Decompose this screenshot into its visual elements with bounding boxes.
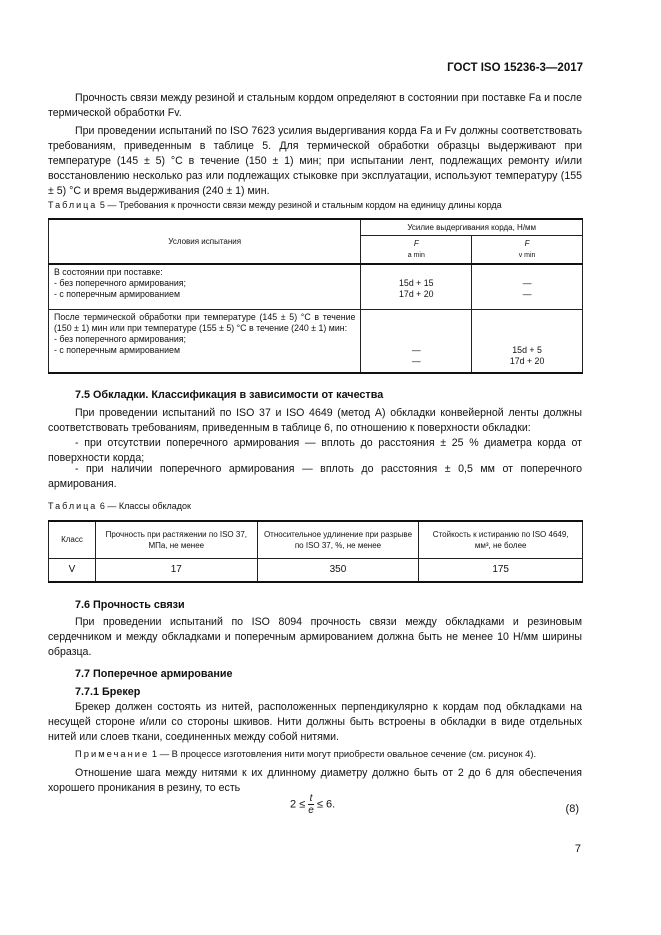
table6-cell-tensile: 17 [95, 558, 257, 582]
paragraph-with-reinforcement: - при наличии поперечного армирования — вплоть до расстояния ± 0,5 мм от поперечного армирования. [48, 463, 582, 490]
formula-number: (8) [565, 803, 579, 815]
table6-header-abrasion: Стойкость к истиранию по ISO 4649, мм³, не более [419, 521, 583, 558]
table6-cell-elongation: 350 [257, 558, 419, 582]
table5-header-conditions: Условия испытания [49, 219, 361, 264]
table6-cell-abrasion: 175 [419, 558, 583, 582]
table6-header-class: Класс [49, 521, 96, 558]
table6-caption-label: Таблица [48, 501, 98, 511]
paragraph-bond-strength: Прочность связи между резиной и стальным кордом определяют в состоянии при поставке Fa и после термической обработки Fv. [48, 92, 582, 119]
paragraph-breaker: Брекер должен состоять из нитей, расположенных перпендикулярно к кордам под обкладками на несущей стороне и/или со стороны шкивов. Нити должны быть встроены в обкладки в виде отдельных нитей или слоев ткани, соединенных между собой нитями. [48, 701, 582, 743]
formula-numerator: t [309, 793, 313, 804]
section-7-6-heading: 7.6 Прочность связи [75, 599, 185, 611]
table5-row2-fa: — — [361, 310, 472, 374]
table6-caption [48, 501, 191, 511]
note-1 [48, 746, 582, 761]
formula-pitch-ratio [290, 793, 335, 816]
table5-row1-fa: 15d + 15 17d + 20 [361, 264, 472, 310]
table6-header-elongation: Относительное удлинение при разрыве по ISO 37, %, не менее [257, 521, 419, 558]
table5-row2-condition: После термической обработки при температуре (145 ± 5) °С в течение (150 ± 1) мин или при температуре (155 ± 5) °С в течение (240 ± 1) мин: - без поперечного армирования; - с поперечным армированием [49, 310, 361, 374]
paragraph-no-reinforcement: - при отсутствии поперечного армирования — вплоть до расстояния ± 25 % диаметра корда от поверхности корда; [48, 437, 582, 464]
paragraph-test-conditions: При проведении испытаний по ISO 7623 усилия выдергивания корда Fa и Fv должны соответствовать требованиям, приведенным в таблице 5. Для термической обработки образцы выдерживают при температуре (145 ± 5) °С в течение (150 ± 1) мин; при испытании лент, подлежащих ремонту и/или восстановлению несколько раз или подлежащих стыковке при эксплуатации, используют температуру (155 ± 5) °С и время выдерживания (240 ± 1) мин. [48, 125, 582, 197]
paragraph-covers-requirements: При проведении испытаний по ISO 37 и ISO 4649 (метод А) обкладки конвейерной ленты должны соответствовать требованиям, приведенным в таблице 6, по отношению к поверхности обкладки: [48, 407, 582, 434]
table6-caption-text: — Классы обкладок [107, 501, 191, 511]
table6-header-tensile: Прочность при растяжении по ISO 37, МПа, не менее [95, 521, 257, 558]
table5-header-fv [472, 236, 583, 265]
section-7-7-1-heading: 7.7.1 Брекер [75, 686, 141, 698]
fa-subscript: a min [407, 252, 425, 259]
table5-caption-number: 5 [99, 200, 105, 210]
table6-cell-class: V [49, 558, 96, 582]
table5-header-fa [361, 236, 472, 265]
section-7-5-heading: 7.5 Обкладки. Классификация в зависимости от качества [75, 389, 384, 401]
note-label: Примечание [75, 748, 150, 759]
formula-fraction [308, 793, 314, 816]
page-number: 7 [574, 843, 581, 855]
table5-row2-fv: 15d + 5 17d + 20 [472, 310, 583, 374]
formula-left: 2 ≤ [290, 798, 306, 811]
table5-header-force: Усилие выдергивания корда, Н/мм [361, 219, 583, 236]
formula-right: ≤ 6. [316, 798, 336, 811]
paragraph-pitch-ratio: Отношение шага между нитями к их длинному диаметру должно быть от 2 до 6 для обеспечения хорошего проникания в резину, то есть [48, 767, 582, 794]
table5-row1-fv: — — [472, 264, 583, 310]
formula-denominator: e [308, 805, 314, 816]
fv-subscript: v min [518, 252, 536, 259]
table5 [48, 218, 583, 374]
table6-caption-number: 6 [99, 501, 105, 511]
section-7-7-heading: 7.7 Поперечное армирование [75, 668, 233, 680]
table5-row1-condition: В состоянии при поставке: - без поперечного армирования; - с поперечным армированием [49, 264, 361, 310]
table6 [48, 520, 583, 583]
fv-symbol: F [524, 239, 530, 248]
paragraph-adhesion: При проведении испытаний по ISO 8094 прочность связи между обкладками и резиновым сердечником и между обкладками и поперечным армированием должна быть не менее 10 Н/мм ширины образца. [48, 616, 582, 658]
table5-caption-text: — Требования к прочности связи между резиной и стальным кордом на единицу длины корда [107, 200, 502, 210]
table5-caption [48, 200, 502, 210]
table5-caption-label: Таблица [48, 200, 98, 210]
fa-symbol: F [413, 239, 419, 248]
note-text: 1 — В процессе изготовления нити могут приобрести овальное сечение (см. рисунок 4). [151, 748, 537, 759]
document-header: ГОСТ ISO 15236-3—2017 [447, 62, 583, 74]
